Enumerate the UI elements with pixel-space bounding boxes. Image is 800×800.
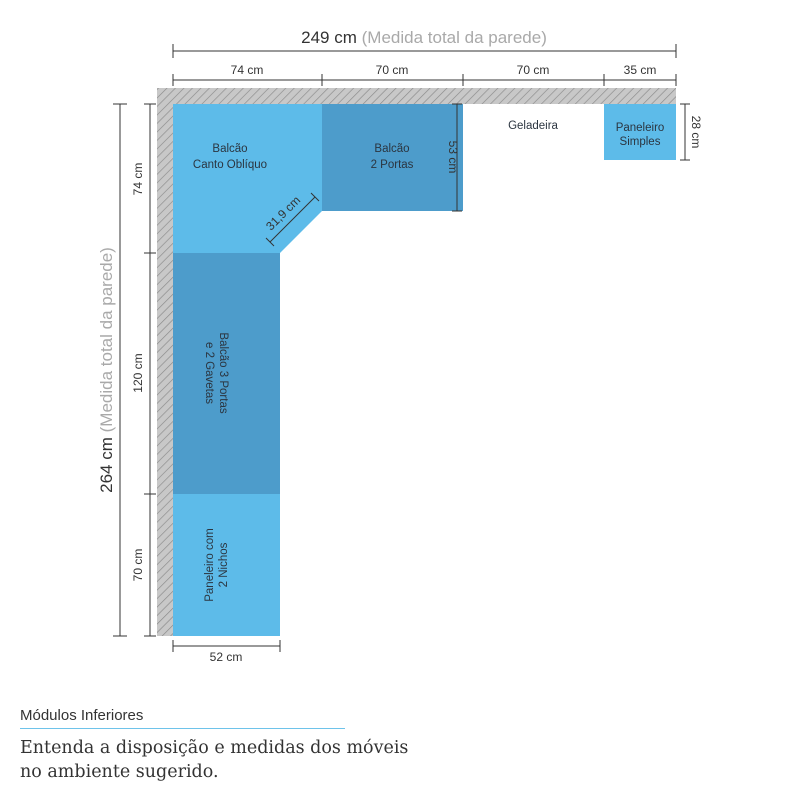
label-balcao-2-portas-line1: Balcão <box>374 143 410 155</box>
balcao-2-portas-depth-label: 53 cm <box>446 140 460 174</box>
label-paneleiro-simples-line1: Paneleiro <box>615 122 665 134</box>
paneleiro-simples-depth-label: 28 cm <box>689 115 703 149</box>
left-dim-3: 70 cm <box>131 548 145 582</box>
label-geladeira: Geladeira <box>508 120 558 132</box>
top-dim-1: 74 cm <box>230 63 264 77</box>
label-paneleiro-nichos-line1: Paneleiro com <box>204 528 216 602</box>
top-dim-3: 70 cm <box>516 63 550 77</box>
paneleiro-nichos-width-label: 52 cm <box>209 650 243 664</box>
label-balcao-2-portas-line2: 2 Portas <box>370 159 414 171</box>
label-balcao-canto-line2: Canto Oblíquo <box>192 159 268 171</box>
label-paneleiro-nichos-line2: 2 Nichos <box>218 542 230 588</box>
left-dim-2: 120 cm <box>131 353 145 393</box>
caption-title: Módulos Inferiores <box>20 707 144 724</box>
wall-top <box>157 88 676 104</box>
wall-left <box>157 88 173 636</box>
caption-body: Entenda a disposição e medidas dos móveis no ambiente sugerido. <box>20 738 409 782</box>
label-balcao-canto-line1: Balcão <box>212 143 248 155</box>
left-dim-1: 74 cm <box>131 162 145 196</box>
caption-divider <box>20 728 345 729</box>
top-dim-4: 35 cm <box>623 63 657 77</box>
module-balcao-canto-obliquo <box>173 104 322 253</box>
label-paneleiro-simples-line2: Simples <box>619 136 661 148</box>
label-balcao-3-portas-line1: Balcão 3 Portas <box>217 332 229 414</box>
label-balcao-3-portas-line2: e 2 Gavetas <box>203 341 215 405</box>
wall-width-label: 249 cm (Medida total da parede) <box>301 28 547 47</box>
wall-height-label: 264 cm (Medida total da parede) <box>97 247 116 493</box>
diagonal-label: 31,9 cm <box>263 193 304 234</box>
top-dim-2: 70 cm <box>375 63 409 77</box>
module-balcao-2-portas <box>322 104 463 211</box>
